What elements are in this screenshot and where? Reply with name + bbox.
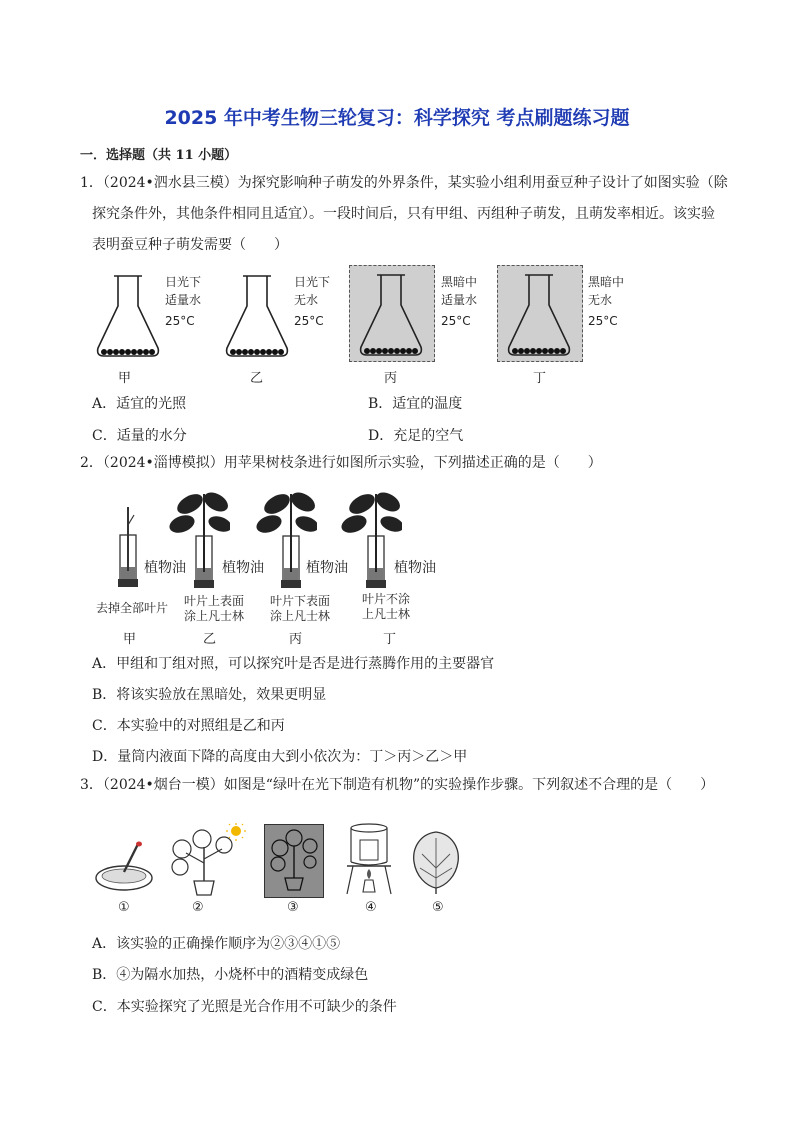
setup-label: 乙 bbox=[203, 632, 217, 647]
q2-option-a[interactable]: A．甲组和丁组对照，可以探究叶是否是进行蒸腾作用的主要器官 bbox=[92, 656, 495, 672]
flask-cond-temp: 25°C bbox=[588, 314, 618, 328]
oil-label: 植物油 bbox=[222, 560, 264, 576]
flask-label: 乙 bbox=[250, 371, 264, 386]
flask-icon bbox=[355, 271, 427, 359]
q1-option-a[interactable]: A．适宜的光照 bbox=[92, 396, 187, 412]
setup-label: 丙 bbox=[289, 632, 303, 647]
flask-label: 甲 bbox=[118, 371, 132, 386]
step-label: ① bbox=[118, 900, 130, 915]
flask-label: 丁 bbox=[533, 371, 547, 386]
cylinder-leafy-twig-icon bbox=[168, 488, 230, 590]
q1-text-line2: 探究条件外，其他条件相同且适宜）。一段时间后，只有甲组、丙组种子萌发，且萌发率相近。该实验 bbox=[92, 206, 715, 222]
flask-cond-water: 适量水 bbox=[441, 293, 478, 307]
flask-cond-temp: 25°C bbox=[441, 314, 471, 328]
q1-text-line3: 表明蚕豆种子萌发需要（ ） bbox=[92, 237, 288, 253]
q2-option-d[interactable]: D．量筒内液面下降的高度由大到小依次为：丁＞丙＞乙＞甲 bbox=[92, 749, 468, 765]
step-label: ⑤ bbox=[432, 900, 444, 915]
q2-text-line1: 2．（2024•淄博模拟）用苹果树枝条进行如图所示实验，下列描述正确的是（ ） bbox=[80, 455, 602, 471]
q2-option-b[interactable]: B．将该实验放在黑暗处，效果更明显 bbox=[92, 687, 327, 703]
oil-label: 植物油 bbox=[306, 560, 348, 576]
q3-option-a[interactable]: A．该实验的正确操作顺序为②③④①⑤ bbox=[92, 936, 341, 952]
step-label: ③ bbox=[287, 900, 299, 915]
flask-icon bbox=[92, 272, 164, 360]
flask-label: 丙 bbox=[384, 371, 398, 386]
q1-option-c[interactable]: C．适量的水分 bbox=[92, 428, 187, 444]
section-heading: 一．选择题（共 11 小题） bbox=[80, 148, 238, 163]
setup-label: 甲 bbox=[123, 632, 137, 647]
setup-desc: 涂上凡士林 bbox=[184, 609, 245, 623]
flask-cond-temp: 25°C bbox=[165, 314, 195, 328]
setup-desc: 叶片上表面 bbox=[184, 594, 245, 608]
potted-plant-sun-icon bbox=[166, 823, 250, 897]
page-title: 2025 年中考生物三轮复习：科学探究 考点刷题练习题 bbox=[164, 107, 630, 129]
q1-text-line1: 1．（2024•泗水县三模）为探究影响种子萌发的外界条件，某实验小组利用蚕豆种子设计了如图实验（除 bbox=[80, 175, 728, 191]
q3-option-c[interactable]: C．本实验探究了光照是光合作用不可缺少的条件 bbox=[92, 999, 397, 1015]
flask-icon bbox=[221, 272, 293, 360]
oil-label: 植物油 bbox=[144, 560, 186, 576]
q3-option-b[interactable]: B．④为隔水加热，小烧杯中的酒精变成绿色 bbox=[92, 967, 369, 983]
flask-cond-water: 适量水 bbox=[165, 293, 202, 307]
step-label: ② bbox=[192, 900, 204, 915]
flask-cond-light: 日光下 bbox=[165, 275, 202, 289]
setup-desc: 叶片下表面 bbox=[270, 594, 331, 608]
potted-plant-icon bbox=[266, 826, 322, 894]
flask-cond-light: 日光下 bbox=[294, 275, 331, 289]
setup-label: 丁 bbox=[383, 632, 397, 647]
q1-option-b[interactable]: B．适宜的温度 bbox=[368, 396, 463, 412]
flask-cond-water: 无水 bbox=[588, 293, 613, 307]
petri-dish-dropper-icon bbox=[94, 840, 156, 898]
cylinder-leafy-twig-icon bbox=[340, 488, 402, 590]
setup-desc: 去掉全部叶片 bbox=[96, 601, 169, 615]
water-bath-heating-icon bbox=[343, 822, 395, 898]
setup-desc: 上凡士林 bbox=[362, 607, 411, 621]
setup-desc: 涂上凡士林 bbox=[270, 609, 331, 623]
leaf-icon bbox=[410, 828, 462, 894]
setup-desc: 叶片不涂 bbox=[362, 592, 411, 606]
flask-icon bbox=[503, 271, 575, 359]
flask-cond-light: 黑暗中 bbox=[588, 275, 625, 289]
flask-cond-light: 黑暗中 bbox=[441, 275, 478, 289]
q2-option-c[interactable]: C．本实验中的对照组是乙和丙 bbox=[92, 718, 285, 734]
q1-option-d[interactable]: D．充足的空气 bbox=[368, 428, 464, 444]
step-label: ④ bbox=[365, 900, 377, 915]
flask-cond-temp: 25°C bbox=[294, 314, 324, 328]
oil-label: 植物油 bbox=[394, 560, 436, 576]
q3-text-line1: 3．（2024•烟台一模）如图是“绿叶在光下制造有机物”的实验操作步骤。下列叙述不合理的是（ ） bbox=[80, 777, 715, 793]
flask-cond-water: 无水 bbox=[294, 293, 319, 307]
